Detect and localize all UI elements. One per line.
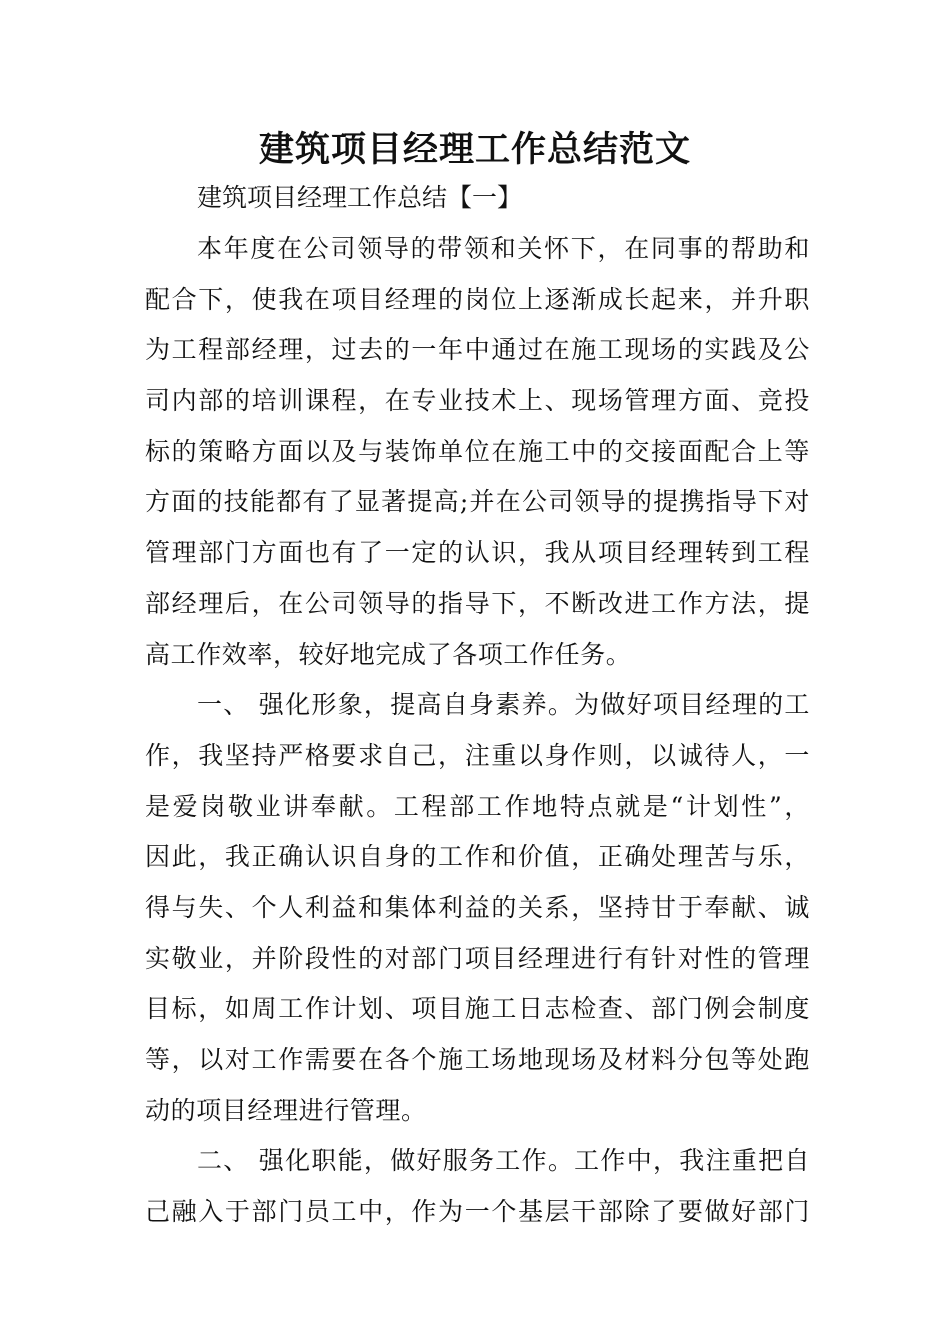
text-line: 是爱岗敬业讲奉献。工程部工作地特点就是“计划性”， (145, 791, 810, 821)
text-line: 己融入于部门员工中，作为一个基层干部除了要做好部门 (145, 1197, 810, 1227)
text-line: 二、 强化职能，做好服务工作。工作中，我注重把自 (197, 1146, 810, 1176)
text-line: 部经理后，在公司领导的指导下，不断改进工作方法，提 (145, 588, 810, 618)
text-line: 等，以对工作需要在各个施工场地现场及材料分包等处跑 (145, 1045, 810, 1074)
text-line: 实敬业，并阶段性的对部门项目经理进行有针对性的管理 (145, 943, 810, 973)
text-line: 管理部门方面也有了一定的认识，我从项目经理转到工程 (145, 538, 810, 568)
text-line: 得与失、个人利益和集体利益的关系，坚持甘于奉献、诚 (145, 892, 810, 922)
text-line: 作，我坚持严格要求自己，注重以身作则，以诚待人，一 (145, 740, 810, 770)
body-text (145, 230, 810, 1244)
text-line: 标的策略方面以及与装饰单位在施工中的交接面配合上等 (145, 436, 810, 466)
section-heading: 建筑项目经理工作总结【一】 (197, 183, 523, 212)
text-line: 配合下，使我在项目经理的岗位上逐渐成长起来，并升职 (145, 284, 810, 314)
document-title: 建筑项目经理工作总结范文 (258, 129, 691, 170)
text-line: 因此，我正确认识自身的工作和价值，正确处理苦与乐， (145, 842, 810, 872)
text-line: 本年度在公司领导的带领和关怀下，在同事的帮助和 (197, 234, 810, 263)
text-line: 高工作效率，较好地完成了各项工作任务。 (145, 639, 632, 669)
text-line: 一、 强化形象，提高自身素养。为做好项目经理的工 (197, 690, 810, 720)
text-line: 方面的技能都有了显著提高;并在公司领导的提携指导下对 (145, 487, 810, 517)
text-line: 为工程部经理，过去的一年中通过在施工现场的实践及公 (145, 335, 810, 365)
text-line: 动的项目经理进行管理。 (145, 1095, 427, 1125)
text-line: 司内部的培训课程，在专业技术上、现场管理方面、竞投 (145, 386, 810, 416)
text-line: 目标，如周工作计划、项目施工日志检查、部门例会制度 (145, 994, 810, 1024)
